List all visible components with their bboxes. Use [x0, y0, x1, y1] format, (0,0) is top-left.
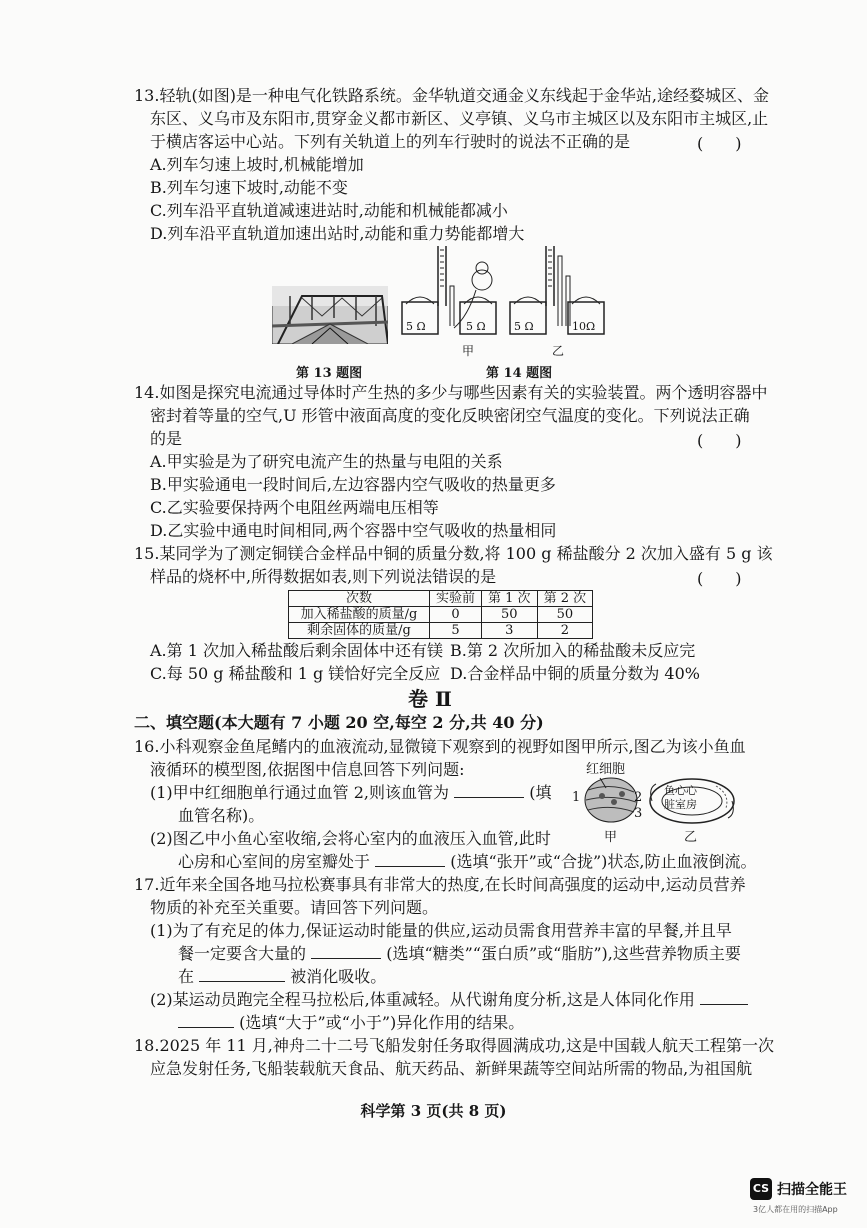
q14-line3: 的是 — [150, 429, 183, 448]
table-header-row — [289, 591, 593, 607]
resistor-label-yi-right: 10Ω — [572, 320, 596, 333]
q14-line2: 密封着等量的空气,U 形管中液面高度的变化反映密闭空气温度的变化。下列说法正确 — [150, 406, 750, 425]
q17-part1-text-b: (选填“糖类”“蛋白质”或“脂肪”),这些营养物质主要 — [386, 944, 741, 963]
q16-blank-valve[interactable] — [375, 852, 445, 867]
q17-line1: 17.近年来全国各地马拉松赛事具有非常大的热度,在长时间高强度的运动中,运动员营养 — [134, 875, 746, 894]
q17-part1-text-d: 被消化吸收。 — [290, 967, 387, 986]
vessel-number-1: 1 — [572, 790, 581, 805]
table-header-cell: 实验前 — [430, 591, 482, 607]
q16-part2-cont — [178, 851, 757, 873]
q16-part2-text-b: (选填“张开”或“合拢”)状态,防止血液倒流。 — [450, 852, 757, 871]
table-cell: 50 — [537, 607, 593, 623]
q17-blank-metabolism-a[interactable] — [700, 990, 748, 1005]
q14-option-c: C.乙实验要保持两个电阻丝两端电压相等 — [150, 498, 439, 517]
resistor-label-jia-right: 5 Ω — [466, 320, 486, 333]
table-header-cell: 第 1 次 — [482, 591, 538, 607]
figure-yi-label: 乙 — [552, 344, 565, 358]
q15-option-b: B.第 2 次所加入的稀盐酸未反应完 — [450, 641, 696, 660]
q16-part1 — [150, 782, 551, 804]
table-header-cell: 次数 — [289, 591, 430, 607]
q14-line1: 14.如图是探究电流通过导体时产生热的多少与哪些因素有关的实验装置。两个透明容器中 — [134, 383, 768, 402]
table-row — [289, 607, 593, 623]
q14-option-a: A.甲实验是为了研究电流产生的热量与电阻的关系 — [150, 452, 503, 471]
q15-data-table — [288, 590, 593, 639]
fig14-caption: 第 14 题图 — [486, 366, 553, 381]
q16-part1-text-b: (填 — [529, 783, 552, 802]
q17-part1-text: 餐一定要含大量的 — [178, 944, 307, 963]
table-cell: 2 — [537, 623, 593, 639]
q13-option-a: A.列车匀速上坡时,机械能增加 — [150, 155, 364, 174]
q13-option-d: D.列车沿平直轨道加速出站时,动能和重力势能都增大 — [150, 224, 525, 243]
q13-answer-paren: ( ) — [697, 134, 742, 153]
camscanner-logo-icon: CS — [750, 1178, 772, 1200]
section-heading: 二、填空题(本大题有 7 小题 20 空,每空 2 分,共 40 分) — [134, 713, 544, 732]
q17-line2: 物质的补充至关重要。请回答下列问题。 — [150, 898, 439, 917]
q17-part2 — [150, 989, 748, 1011]
q15-option-a: A.第 1 次加入稀盐酸后剩余固体中还有镁 — [150, 641, 443, 660]
q16-blank-vessel[interactable] — [454, 783, 524, 798]
q13-line3: 于横店客运中心站。下列有关轨道上的列车行驶时的说法不正确的是 — [150, 132, 631, 151]
q17-part1: (1)为了有充足的体力,保证运动时能量的供应,运动员需食用营养丰富的早餐,并且早 — [150, 921, 732, 940]
light-rail-photo — [272, 286, 388, 344]
q15-option-c: C.每 50 g 稀盐酸和 1 g 镁恰好完全反应 — [150, 664, 441, 683]
fig16-yi-label: 乙 — [684, 830, 698, 845]
rbc-label: 红细胞 — [586, 762, 626, 777]
vessel-number-2: 2 — [634, 790, 643, 805]
vessel-number-3: 3 — [634, 806, 643, 821]
watermark-app-name: 扫描全能王 — [777, 1182, 847, 1198]
table-cell: 3 — [482, 623, 538, 639]
figure-jia-label: 甲 — [462, 344, 475, 358]
q17-blank-organ[interactable] — [199, 967, 285, 982]
q14-option-b: B.甲实验通电一段时间后,左边容器内空气吸收的热量更多 — [150, 475, 556, 494]
q16-part1-cont: 血管名称)。 — [178, 806, 265, 825]
q17-part1-cont — [178, 943, 741, 965]
q14-answer-paren: ( ) — [697, 431, 742, 450]
q13-line2: 东区、义乌市及东阳市,贯穿金义都市新区、义亭镇、义乌市主城区以及东阳市主城区,止 — [150, 109, 769, 128]
q16-part2-text: 心房和心室间的房室瓣处于 — [178, 852, 371, 871]
q17-blank-metabolism-b[interactable] — [178, 1013, 234, 1028]
fig13-caption: 第 13 题图 — [296, 366, 363, 381]
table-cell: 5 — [430, 623, 482, 639]
q15-line1: 15.某同学为了测定铜镁合金样品中铜的质量分数,将 100 g 稀盐酸分 2 次加入盛有 5 g 该 — [134, 544, 773, 563]
resistor-label-jia-left: 5 Ω — [406, 320, 426, 333]
section-title: 卷 Ⅱ — [408, 687, 452, 711]
fig16-jia-label: 甲 — [604, 830, 618, 845]
q13-option-b: B.列车匀速下坡时,动能不变 — [150, 178, 348, 197]
scanner-watermark — [750, 1178, 865, 1222]
resistor-label-yi-left: 5 Ω — [514, 320, 534, 333]
q13-line1: 13.轻轨(如图)是一种电气化铁路系统。金华轨道交通金义东线起于金华站,途经婺城区、金 — [134, 86, 770, 105]
q17-part2-cont — [178, 1012, 524, 1034]
q18-line1: 18.2025 年 11 月,神舟二十二号飞船发射任务取得圆满成功,这是中国载人航天工程第一次 — [134, 1036, 774, 1055]
q17-blank-nutrient[interactable] — [311, 944, 381, 959]
page-footer: 科学第 3 页(共 8 页) — [360, 1102, 507, 1120]
q16-part2: (2)图乙中小鱼心室收缩,会将心室内的血液压入血管,此时 — [150, 829, 551, 848]
q17-part2-text-b: (选填“大于”或“小于”)异化作用的结果。 — [239, 1013, 525, 1032]
q15-answer-paren: ( ) — [697, 569, 742, 588]
q15-option-d: D.合金样品中铜的质量分数为 40% — [450, 664, 700, 683]
q16-line2: 液循环的模型图,依据图中信息回答下列问题: — [150, 760, 465, 779]
table-header-cell: 第 2 次 — [537, 591, 593, 607]
table-cell: 50 — [482, 607, 538, 623]
fish-heart-label-bottom: 脏室房 — [664, 798, 697, 811]
q15-line2: 样品的烧杯中,所得数据如表,则下列说法错误的是 — [150, 567, 497, 586]
table-cell: 0 — [430, 607, 482, 623]
q17-part1-cont2 — [178, 966, 386, 988]
q13-option-c: C.列车沿平直轨道减速进站时,动能和机械能都减小 — [150, 201, 508, 220]
table-row — [289, 623, 593, 639]
fish-heart-label-top: 鱼心心 — [664, 784, 697, 797]
table-cell: 加入稀盐酸的质量/g — [289, 607, 430, 623]
q17-part1-text-c: 在 — [178, 967, 195, 986]
q16-part1-text: (1)甲中红细胞单行通过血管 2,则该血管为 — [150, 783, 450, 802]
q16-line1: 16.小科观察金鱼尾鳍内的血液流动,显微镜下观察到的视野如图甲所示,图乙为该小鱼血 — [134, 737, 746, 756]
q14-option-d: D.乙实验中通电时间相同,两个容器中空气吸收的热量相同 — [150, 521, 557, 540]
q18-line2: 应急发射任务,飞船装载航天食品、航天药品、新鲜果蔬等空间站所需的物品,为祖国航 — [150, 1059, 753, 1078]
table-cell: 剩余固体的质量/g — [289, 623, 430, 639]
watermark-tagline: 3亿人都在用的扫描App — [753, 1205, 838, 1214]
q17-part2-text: (2)某运动员跑完全程马拉松后,体重减轻。从代谢角度分析,这是人体同化作用 — [150, 990, 695, 1009]
blood-vessel-micrograph — [580, 774, 642, 826]
